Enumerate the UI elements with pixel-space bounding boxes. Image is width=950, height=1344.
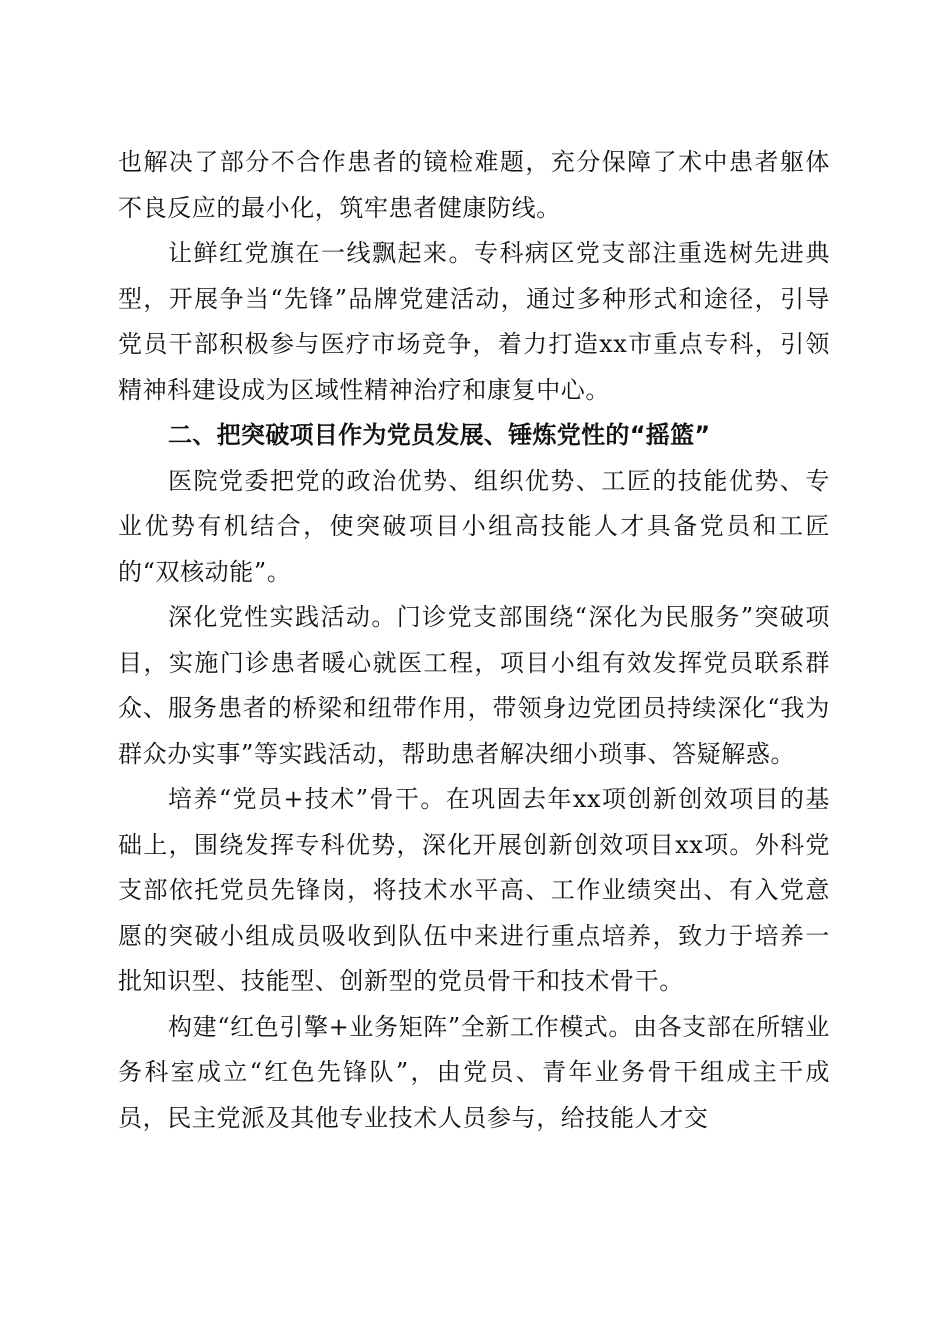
paragraph-continued: 也解决了部分不合作患者的镜检难题，充分保障了术中患者躯体不良反应的最小化，筑牢患者健康防线。 <box>118 148 830 222</box>
section-heading: 二、把突破项目作为党员发展、锤炼党性的“摇篮” <box>168 421 711 449</box>
paragraph-practice-activities: 深化党性实践活动。门诊党支部围绕“深化为民服务”突破项目，实施门诊患者暖心就医工程，项目小组有效发挥党员联系群众、服务患者的桥梁和纽带作用，带领身边党团员持续深化“我为群众办实事”等实践活动，帮助患者解决细小琐事、答疑解惑。 <box>118 603 830 768</box>
paragraph-talent-cultivation: 培养“党员+技术”骨干。在巩固去年xx项创新创效项目的基础上，围绕发挥专科优势，深化开展创新创效项目xx项。外科党支部依托党员先锋岗，将技术水平高、工作业绩突出、有入党意愿的突破小组成员吸收到队伍中来进行重点培养，致力于培养一批知识型、技能型、创新型的党员骨干和技术骨干。 <box>118 785 830 995</box>
paragraph-work-model: 构建“红色引擎+业务矩阵”全新工作模式。由各支部在所辖业务科室成立“红色先锋队”，由党员、青年业务骨干组成主干成员，民主党派及其他专业技术人员参与，给技能人才交 <box>118 1012 830 1132</box>
document-body <box>118 140 830 1141</box>
paragraph-party-committee: 医院党委把党的政治优势、组织优势、工匠的技能优势、专业优势有机结合，使突破项目小组高技能人才具备党员和工匠的“双核动能”。 <box>118 466 830 586</box>
paragraph-red-flag: 让鲜红党旗在一线飘起来。专科病区党支部注重选树先进典型，开展争当“先锋”品牌党建活动，通过多种形式和途径，引导党员干部积极参与医疗市场竞争，着力打造xx市重点专科，引领精神科建设成为区域性精神治疗和康复中心。 <box>118 239 830 404</box>
